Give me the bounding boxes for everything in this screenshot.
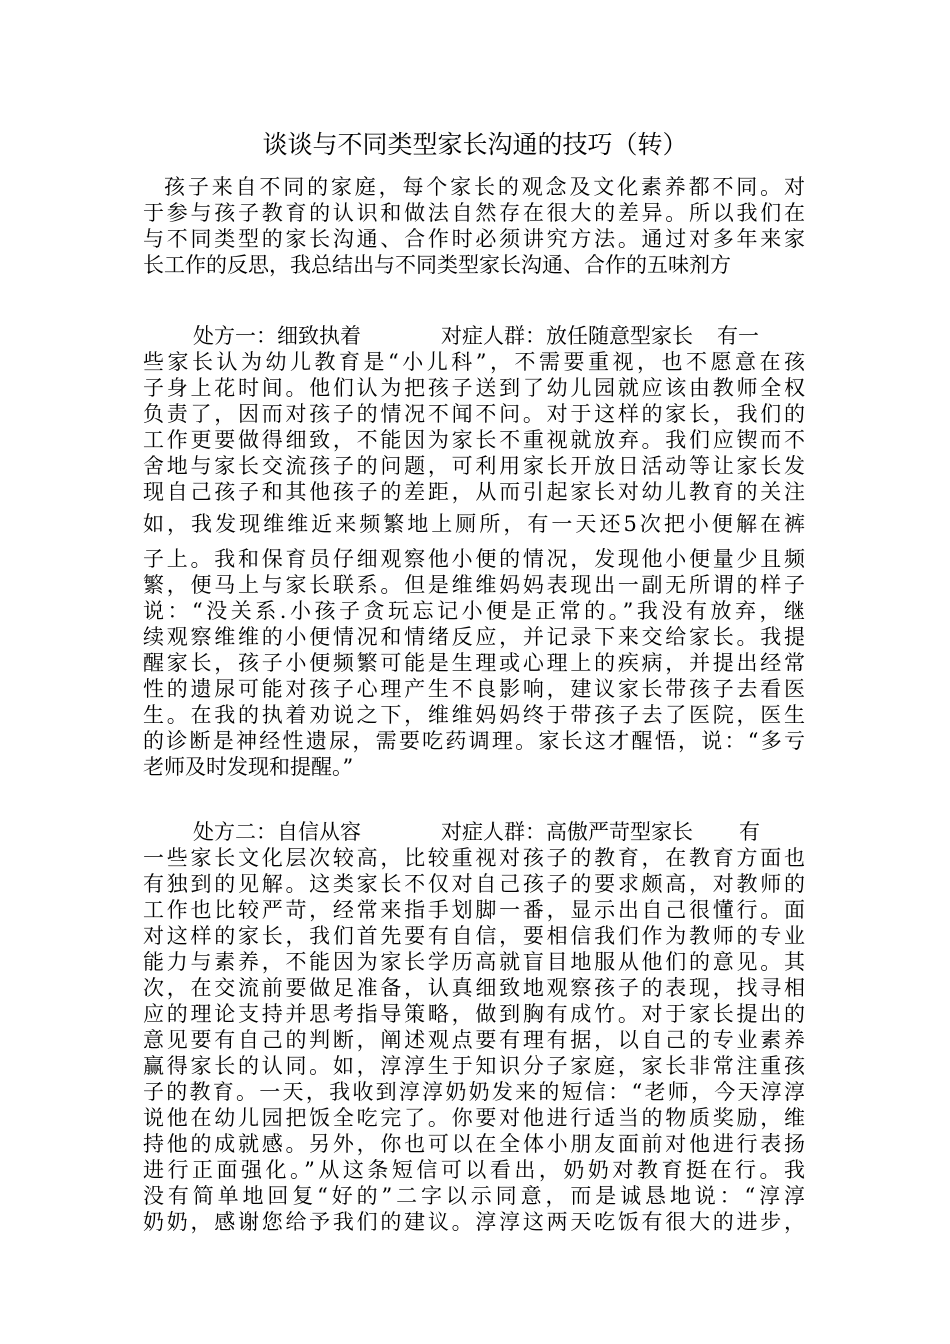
text-line: 赢得家长的认同。如，淳淳生于知识分子家庭，家长非常注重孩 <box>143 1054 805 1078</box>
text-line: 工作更要做得细致，不能因为家长不重视就放弃。我们应锲而不 <box>143 428 805 452</box>
text-line: 没有简单地回复“好的”二字以示同意，而是诚恳地说：“淳淳 <box>143 1184 805 1208</box>
text-line: 舍地与家长交流孩子的问题，可利用家长开放日活动等让家长发 <box>143 454 805 478</box>
text-line: 意见要有自己的判断，阐述观点要有理有据，以自己的专业素养 <box>143 1028 805 1052</box>
text-line: 些家长认为幼儿教育是“小儿科”，不需要重视，也不愿意在孩 <box>143 350 805 374</box>
prescription-1-title: 处方一：细致执着 <box>193 324 361 348</box>
text-line: 于参与孩子教育的认识和做法自然存在很大的差异。所以我们在 <box>143 201 805 225</box>
text-line: 进行正面强化。”从这条短信可以看出，奶奶对教育挺在行。我 <box>143 1158 805 1182</box>
text-line: 持他的成就感。另外，你也可以在全体小朋友面前对他进行表扬 <box>143 1132 805 1156</box>
text-line: 性的遗尿可能对孩子心理产生不良影响，建议家长带孩子去看医 <box>143 677 805 701</box>
section-1-heading-line <box>143 323 805 349</box>
document-title: 谈谈与不同类型家长沟通的技巧（转） <box>262 130 688 159</box>
text-line: 子身上花时间。他们认为把孩子送到了幼儿园就应该由教师全权 <box>143 376 805 400</box>
text-line: 长工作的反思，我总结出与不同类型家长沟通、合作的五味剂方 <box>143 253 731 277</box>
text-line: 有独到的见解。这类家长不仅对自己孩子的要求颇高，对教师的 <box>143 872 805 896</box>
text-line: 奶奶，感谢您给予我们的建议。淳淳这两天吃饭有很大的进步， <box>143 1210 805 1234</box>
text-line: 子上。我和保育员仔细观察他小便的情况，发现他小便量少且频 <box>143 547 805 571</box>
text-line: 现自己孩子和其他孩子的差距，从而引起家长对幼儿教育的关注 <box>143 480 805 504</box>
prescription-2-title: 处方二：自信从容 <box>193 820 361 844</box>
text-line: 与不同类型的家长沟通、合作时必须讲究方法。通过对多年来家 <box>143 227 805 251</box>
prescription-1-target: 对症人群：放任随意型家长 <box>441 324 693 348</box>
text-line: 醒家长，孩子小便频繁可能是生理或心理上的疾病，并提出经常 <box>143 651 805 675</box>
text-line: 工作也比较严苛，经常来指手划脚一番，显示出自己很懂行。面 <box>143 898 805 922</box>
text-line: 孩子来自不同的家庭，每个家长的观念及文化素养都不同。对 <box>164 175 805 199</box>
text-line: 繁，便马上与家长联系。但是维维妈妈表现出一副无所谓的样子 <box>143 573 805 597</box>
text-line: 子的教育。一天，我收到淳淳奶奶发来的短信：“老师，今天淳淳 <box>143 1080 805 1104</box>
text-fragment: 有 <box>739 820 760 844</box>
section-1-continued <box>143 546 805 780</box>
text-line: 的诊断是神经性遗尿，需要吃药调理。家长这才醒悟，说：“多亏 <box>143 729 805 753</box>
text-line: 次，在交流前要做足准备，认真细致地观察孩子的表现，找寻相 <box>143 976 805 1000</box>
text-line: 如，我发现维维近来频繁地上厕所，有一天还5次把小便解在裤 <box>143 512 805 536</box>
prescription-2-target: 对症人群：高傲严苛型家长 <box>441 820 693 844</box>
text-line: 续观察维维的小便情况和情绪反应，并记录下来交给家长。我提 <box>143 625 805 649</box>
text-line: 说他在幼儿园把饭全吃完了。你要对他进行适当的物质奖励，维 <box>143 1106 805 1130</box>
text-line: 说：“没关系.小孩子贪玩忘记小便是正常的。”我没有放弃，继 <box>143 599 805 623</box>
section-1-example-line <box>143 511 805 537</box>
section-1 <box>143 323 805 505</box>
text-line: 对这样的家长，我们首先要有自信，要相信我们作为教师的专业 <box>143 924 805 948</box>
text-line: 负责了，因而对孩子的情况不闻不问。对于这样的家长，我们的 <box>143 402 805 426</box>
text-line: 一些家长文化层次较高，比较重视对孩子的教育，在教育方面也 <box>143 846 805 870</box>
intro-paragraph <box>143 174 805 278</box>
text-line: 应的理论支持并思考指导策略，做到胸有成竹。对于家长提出的 <box>143 1002 805 1026</box>
text-fragment: 有一 <box>717 324 759 348</box>
section-2-heading-line <box>143 819 805 845</box>
text-line: 老师及时发现和提醒。” <box>143 755 354 779</box>
text-line: 能力与素养，不能因为家长学历高就盲目地服从他们的意见。其 <box>143 950 805 974</box>
text-line: 生。在我的执着劝说之下，维维妈妈终于带孩子去了医院，医生 <box>143 703 805 727</box>
section-2 <box>143 819 805 1235</box>
